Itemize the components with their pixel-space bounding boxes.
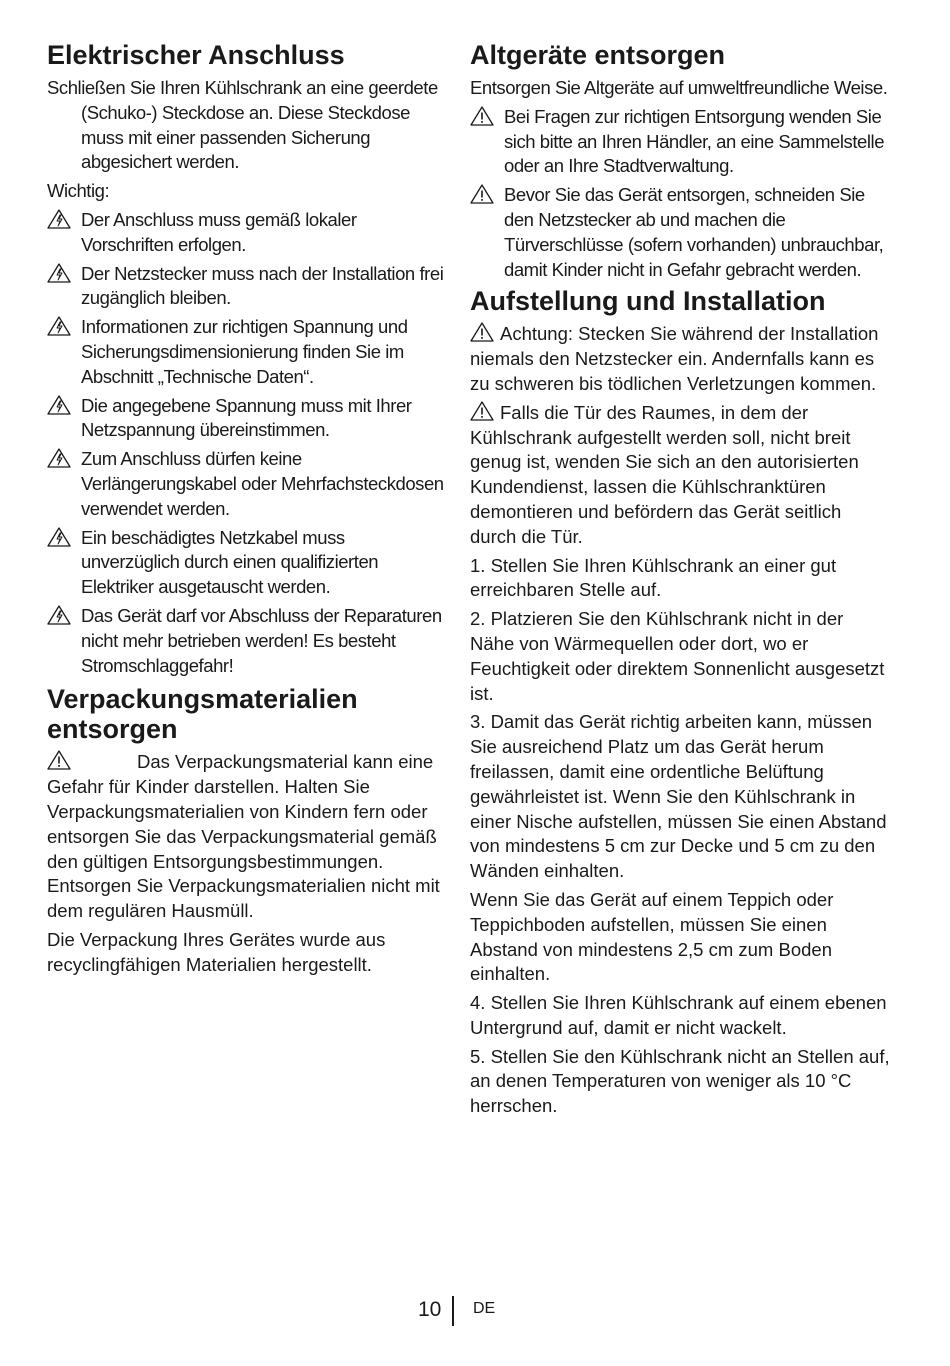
electric-warning-triangle-icon [47,395,71,415]
installation-warning-1-text: Achtung: Stecken Sie während der Installation niemals den Netzstecker ein. Andernfalls kann es zu schweren bis tödlichen Verletzungen kommen. [470,323,879,394]
installation-step: 3. Damit das Gerät richtig arbeiten kann, müssen Sie ausreichend Platz um das Gerät herum freilassen, damit eine ordentliche Belüftung gewährleistet ist. Wenn Sie den Kühlschrank in einer Nische aufstellen, müssen Sie einen Abstand von mindestens 5 cm zur Decke und 5 cm zu den Wänden einhalten. [470,711,887,882]
electrical-warning-item [47,208,447,258]
disposal-warning-item [470,105,890,179]
warning-text: Zum Anschluss dürfen keine Verlängerungskabel oder Mehrfachsteckdosen verwendet werden. [81,448,444,519]
disposal-intro: Entsorgen Sie Altgeräte auf umweltfreundliche Weise. [470,77,888,98]
electric-warning-triangle-icon [47,605,71,625]
warning-triangle-icon [470,184,494,204]
section-title-packaging: Verpackungsmaterialien entsorgen [47,684,358,745]
electrical-warning-item [47,315,447,389]
warning-triangle-icon [47,750,71,770]
electric-warning-triangle-icon [47,448,71,468]
electric-warning-triangle-icon [47,209,71,229]
electrical-warning-item [47,394,447,444]
warning-text: Das Gerät darf vor Abschluss der Reparaturen nicht mehr betrieben werden! Es besteht Stromschlaggefahr! [81,604,442,676]
packaging-warning-text: Das Verpackungsmaterial kann eine Gefahr für Kinder darstellen. Halten Sie Verpackungsmaterialien von Kindern fern oder entsorgen Sie das Verpackungsmaterial gemäß den gültigen Entsorgungsbestimmungen. Entsorgen Sie Verpackungsmaterialien nicht mit dem regulären Hausmüll. [47,751,440,922]
installation-step: 1. Stellen Sie Ihren Kühlschrank an einer gut erreichbaren Stelle auf. [470,554,837,601]
disposal-warning-item [470,183,890,282]
warning-text: Die angegebene Spannung muss mit Ihrer Netzspannung übereinstimmen. [81,394,412,441]
installation-warning-2 [470,401,890,550]
packaging-paragraph: Die Verpackung Ihres Gerätes wurde aus recyclingfähigen Materialien hergestellt. [47,928,386,975]
electric-warning-triangle-icon [47,263,71,283]
electrical-warning-item [47,447,447,521]
electric-warning-triangle-icon [47,316,71,336]
footer-divider [452,1296,454,1326]
warning-text: Ein beschädigtes Netzkabel muss unverzüglich durch einen qualifizierten Elektriker ausgetauscht werden. [81,526,379,598]
warning-triangle-icon [470,401,494,421]
warning-triangle-icon [470,322,494,342]
right-column [470,40,890,1119]
section-title-disposal: Altgeräte entsorgen [470,40,726,70]
installation-step: 5. Stellen Sie den Kühlschrank nicht an Stellen auf, an denen Temperaturen von weniger als 10 °C herrschen. [470,1045,890,1117]
page-number: 10 [418,1298,442,1321]
warning-text: Der Netzstecker muss nach der Installation frei zugänglich bleiben. [81,262,444,309]
electrical-intro: Schließen Sie Ihren Kühlschrank an eine geerdete (Schuko-) Steckdose an. Diese Steckdose muss mit einer passenden Sicherung abgesichert werden. [47,77,438,173]
section-title-electrical: Elektrischer Anschluss [47,40,345,70]
installation-warning-1 [470,322,890,396]
installation-step: 2. Platzieren Sie den Kühlschrank nicht in der Nähe von Wärmequellen oder dort, wo er Feuchtigkeit oder direktem Sonnenlicht ausgesetzt ist. [470,608,885,704]
section-title-installation: Aufstellung und Installation [470,286,826,317]
important-label: Wichtig: [47,180,110,202]
electric-warning-triangle-icon [47,527,71,547]
left-column [47,40,447,978]
warning-text: Informationen zur richtigen Spannung und Sicherungsdimensionierung finden Sie im Abschnitt „Technische Daten“. [81,316,408,387]
packaging-warning [47,750,447,924]
warning-text: Der Anschluss muss gemäß lokaler Vorschriften erfolgen. [81,208,357,255]
installation-step: 4. Stellen Sie Ihren Kühlschrank auf einem ebenen Untergrund auf, damit er nicht wackelt. [470,992,887,1038]
electrical-warning-item [47,262,447,312]
warning-text: Bevor Sie das Gerät entsorgen, schneiden Sie den Netzstecker ab und machen die Türverschlüsse (sofern vorhanden) unbrauchbar, damit Kinder nicht in Gefahr gebracht werden. [504,184,884,280]
language-label: DE [473,1300,496,1317]
installation-step: Wenn Sie das Gerät auf einem Teppich oder Teppichboden aufstellen, müssen Sie einen Abstand von mindestens 2,5 cm zum Boden einhalten. [470,888,834,985]
warning-text: Bei Fragen zur richtigen Entsorgung wenden Sie sich bitte an Ihren Händler, an eine Sammelstelle oder an Ihre Stadtverwaltung. [504,105,885,177]
electrical-warning-item [47,526,447,600]
warning-triangle-icon [470,106,494,126]
electrical-warning-item [47,604,447,678]
installation-warning-2-text: Falls die Tür des Raumes, in dem der Kühlschrank aufgestellt werden soll, nicht breit genug ist, wenden Sie sich an den autorisierten Kundendienst, lassen die Kühlschranktüren demontieren und befördern das Gerät seitlich durch die Tür. [470,401,859,547]
